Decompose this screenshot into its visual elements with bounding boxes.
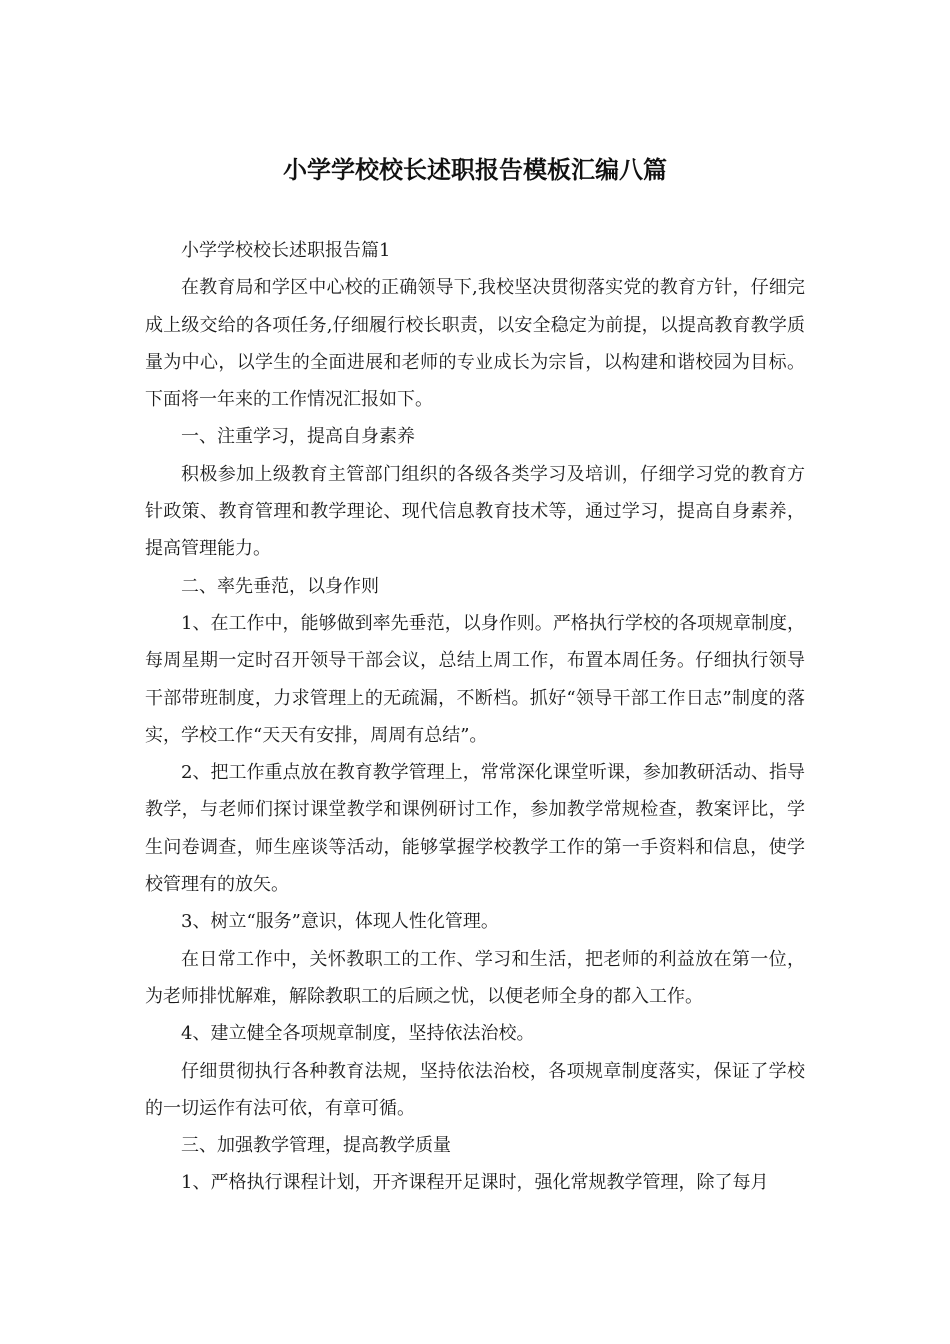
body-paragraph: 3、树立“服务”意识，体现人性化管理。 xyxy=(181,911,499,933)
body-paragraph: 仔细贯彻执行各种教育法规，坚持依法治校，各项规章制度落实，保证了学校的一切运作有法可依，有章可循。 xyxy=(145,1060,805,1119)
body-paragraph: 4、建立健全各项规章制度，坚持依法治校。 xyxy=(181,1023,535,1045)
document-body xyxy=(145,232,805,1202)
body-paragraph: 在日常工作中，关怀教职工的工作、学习和生活，把老师的利益放在第一位，为老师排忧解难，解除教职工的后顾之忧，以便老师全身的都入工作。 xyxy=(145,948,805,1007)
body-paragraph: 2、把工作重点放在教育教学管理上，常常深化课堂听课，参加教研活动、指导教学，与老师们探讨课堂教学和课例研讨工作，参加教学常规检查，教案评比，学生问卷调查，师生座谈等活动，能够掌握学校教学工作的第一手资料和信息，使学校管理有的放矢。 xyxy=(145,762,805,896)
body-paragraph: 1、在工作中，能够做到率先垂范，以身作则。严格执行学校的各项规章制度，每周星期一定时召开领导干部会议，总结上周工作，布置本周任务。仔细执行领导干部带班制度，力求管理上的无疏漏，不断档。抓好“领导干部工作日志”制度的落实，学校工作“天天有安排，周周有总结”。 xyxy=(145,612,805,746)
body-paragraph: 1、严格执行课程计划，开齐课程开足课时，强化常规教学管理，除了每月 xyxy=(181,1172,769,1194)
document-title: 小学学校校长述职报告模板汇编八篇 xyxy=(283,156,667,184)
section-heading: 一、注重学习，提高自身素养 xyxy=(181,426,415,448)
section-heading: 三、加强教学管理，提高教学质量 xyxy=(181,1135,451,1157)
body-paragraph: 在教育局和学区中心校的正确领导下,我校坚决贯彻落实党的教育方针，仔细完成上级交给的各项任务,仔细履行校长职责，以安全稳定为前提，以提高教育教学质量为中心，以学生的全面进展和老师的专业成长为宗旨，以构建和谐校园为目标。下面将一年来的工作情况汇报如下。 xyxy=(145,277,805,411)
section-heading: 二、率先垂范，以身作则 xyxy=(181,575,379,597)
section-heading: 小学学校校长述职报告篇1 xyxy=(181,240,391,261)
body-paragraph: 积极参加上级教育主管部门组织的各级各类学习及培训，仔细学习党的教育方针政策、教育管理和教学理论、现代信息教育技术等，通过学习，提高自身素养，提高管理能力。 xyxy=(145,463,805,560)
